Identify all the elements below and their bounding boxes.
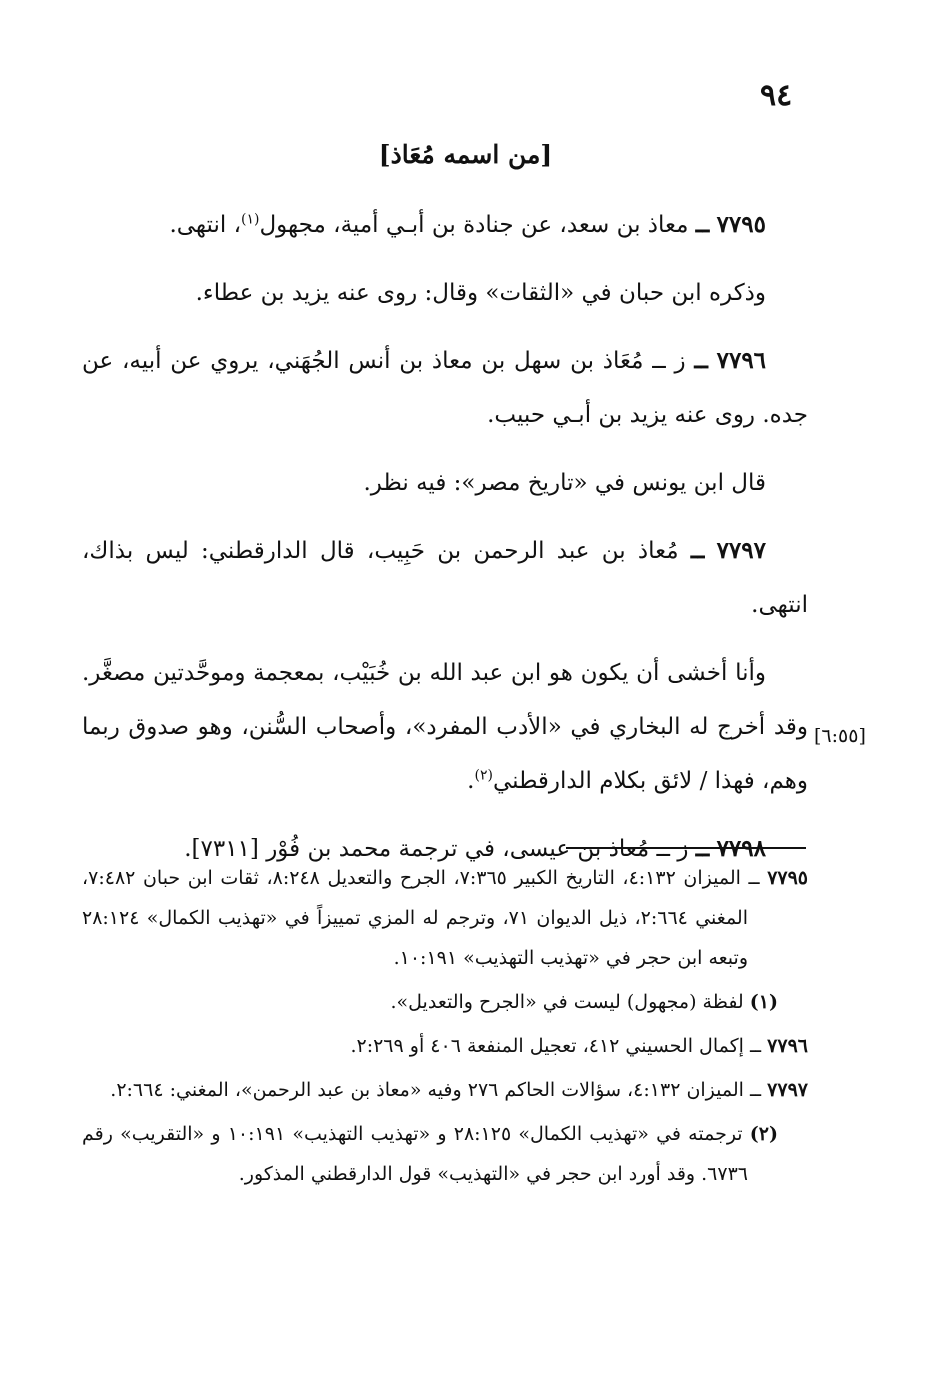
entry-dash: ــ: [695, 835, 710, 862]
volume-page-reference: [٦:٥٥]: [814, 725, 866, 747]
footnote-key: ٧٧٩٥: [767, 867, 809, 889]
footnote-text: ــ إكمال الحسيني ٤١٢، تعجيل المنفعة ٤٠٦ أو ٢:٢٦٩.: [350, 1035, 762, 1057]
entry-7797: [82, 524, 808, 632]
footnote-marker: (١): [241, 211, 260, 228]
entry-note-text: وأنا أخشى أن يكون هو ابن عبد الله بن خُبَيْب، بمعجمة وموحَّدتين مصغَّر. وقد أخرج له البخاري في «الأدب المفرد»، وأصحاب السُّنن، وهو صدوق ربما وهم، فهذا / لائق بكلام الدارقطني: [82, 660, 808, 794]
section-heading: [من اسمه مُعَاذ]: [378, 140, 553, 169]
footnotes: [82, 858, 808, 1198]
footnote-7797: [82, 1070, 808, 1110]
page-number: ٩٤: [760, 78, 793, 113]
entry-number: ٧٧٩٥: [716, 211, 766, 238]
entry-dash: ــ: [690, 537, 705, 564]
footnote-key: ٧٧٩٦: [767, 1035, 808, 1057]
entry-7795: [82, 198, 808, 252]
footnote-marker: (٢): [474, 767, 493, 784]
entry-number: ٧٧٩٧: [716, 537, 766, 564]
entry-text: مُعاذ بن عبد الرحمن بن حَبِيب، قال الدارقطني: ليس بذاك، انتهى.: [82, 538, 808, 618]
entry-number: ٧٧٩٦: [716, 347, 767, 374]
footnote-text: لفظة (مجهول) ليست في «الجرح والتعديل».: [390, 991, 744, 1013]
footnote-7795: [82, 858, 808, 978]
footnote-text: ــ الميزان ٤:١٣٢، التاريخ الكبير ٧:٣٦٥، الجرح والتعديل ٨:٢٤٨، ثقات ابن حبان ٧:٤٨٢، المغني ٢:٦٦٤، ذيل الديوان ٧١، وترجم له المزي تمييزاً في «تهذيب الكمال» ٢٨:١٢٤ وتبعه ابن حجر في «تهذيب التهذيب» ١٠:١٩١.: [82, 867, 760, 969]
footnote-1: [82, 982, 808, 1022]
entry-7795-note: وذكره ابن حبان في «الثقات» وقال: روى عنه يزيد بن عطاء.: [195, 280, 766, 306]
entry-note-end: .: [467, 768, 475, 794]
footnote-2: [82, 1114, 808, 1194]
entry-7797-note: [82, 646, 808, 808]
footnote-divider: [566, 847, 806, 849]
footnote-key: (١): [749, 991, 778, 1013]
footnote-text: ترجمته في «تهذيب الكمال» ٢٨:١٢٥ و «تهذيب التهذيب» ١٠:١٩١ و «التقريب» رقم ٦٧٣٦. وقد أورد ابن حجر في «التهذيب» قول الدارقطني المذكور.: [82, 1123, 748, 1185]
entry-text: ز ــ مُعاذ بن عيسى، في ترجمة محمد بن فُوْر [٧٣١١].: [184, 836, 689, 862]
entry-dash: ــ: [694, 347, 708, 374]
entry-dash: ــ: [695, 211, 710, 238]
footnote-key: (٢): [749, 1123, 779, 1145]
entry-7796: [82, 334, 808, 442]
entry-text-end: ، انتهى.: [169, 212, 241, 238]
entry-number: ٧٧٩٨: [716, 835, 766, 862]
footnote-text: ــ الميزان ٤:١٣٢، سؤالات الحاكم ٢٧٦ وفيه «معاذ بن عبد الرحمن»، المغني: ٢:٦٦٤.: [110, 1079, 762, 1101]
footnote-key: ٧٧٩٧: [767, 1079, 808, 1101]
entry-7796-note: قال ابن يونس في «تاريخ مصر»: فيه نظر.: [363, 470, 766, 496]
footnote-7796: [82, 1026, 808, 1066]
entry-text: ز ــ مُعَاذ بن سهل بن معاذ بن أنس الجُهَني، يروي عن أبيه، عن جده. روى عنه يزيد بن أبـي حبيب.: [82, 348, 808, 428]
entry-text: معاذ بن سعد، عن جنادة بن أبـي أمية، مجهول: [259, 212, 689, 238]
main-text: [82, 198, 808, 890]
